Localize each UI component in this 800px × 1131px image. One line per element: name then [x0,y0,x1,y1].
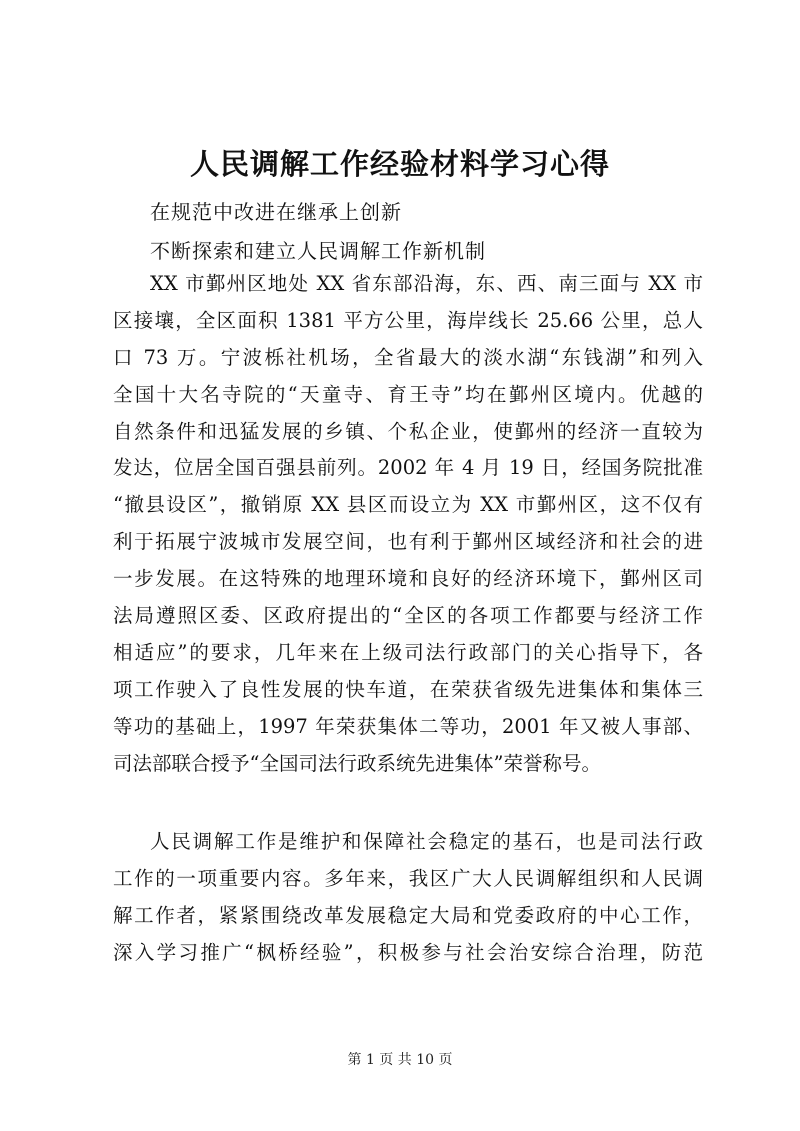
subtitle-2: 不断探索和建立人民调解工作新机制 [150,239,486,263]
paragraph-line: 口 73 万。宁波栎社机场，全省最大的淡水湖“东钱湖”和列入 [113,345,703,369]
paragraph-1 [113,266,703,782]
paragraph-line: 工作的一项重要内容。多年来，我区广大人民调解组织和人民调 [113,866,703,890]
paragraph-line: 等功的基础上，1997 年荣获集体二等功，2001 年又被人事部、 [113,714,703,738]
paragraph-line: 人民调解工作是维护和保障社会稳定的基石，也是司法行政 [150,830,703,853]
paragraph-line: 全国十大名寺院的“天童寺、育王寺”均在鄞州区境内。优越的 [113,382,703,406]
paragraph-line: “撤县设区”，撤销原 XX 县区而设立为 XX 市鄞州区，这不仅有 [113,493,703,517]
paragraph-line: XX 市鄞州区地处 XX 省东部沿海，东、西、南三面与 XX 市 [150,272,703,295]
paragraph-line: 司法部联合授予“全国司法行政系统先进集体”荣誉称号。 [113,751,601,775]
document-title: 人民调解工作经验材料学习心得 [189,147,610,181]
paragraph-line: 深入学习推广“枫桥经验”，积极参与社会治安综合治理，防范 [113,940,703,964]
subtitle-1: 在规范中改进在继承上创新 [150,200,402,224]
paragraph-line: 一步发展。在这特殊的地理环境和良好的经济环境下，鄞州区司 [113,567,703,591]
paragraph-2 [113,824,703,972]
paragraph-line: 相适应”的要求，几年来在上级司法行政部门的关心指导下，各 [113,640,703,664]
paragraph-line: 法局遵照区委、区政府提出的“全区的各项工作都要与经济工作 [113,604,703,628]
paragraph-line: 利于拓展宁波城市发展空间，也有利于鄞州区域经济和社会的进 [113,530,703,554]
paragraph-line: 自然条件和迅猛发展的乡镇、个私企业，使鄞州的经济一直较为 [113,419,703,443]
paragraph-line: 发达，位居全国百强县前列。2002 年 4 月 19 日，经国务院批准 [113,456,703,480]
page-footer: 第 1 页 共 10 页 [347,1052,453,1068]
paragraph-line: 区接壤，全区面积 1381 平方公里，海岸线长 25.66 公里，总人 [113,308,703,332]
paragraph-line: 解工作者，紧紧围绕改革发展稳定大局和党委政府的中心工作， [113,903,703,927]
paragraph-line: 项工作驶入了良性发展的快车道，在荣获省级先进集体和集体三 [113,677,703,701]
